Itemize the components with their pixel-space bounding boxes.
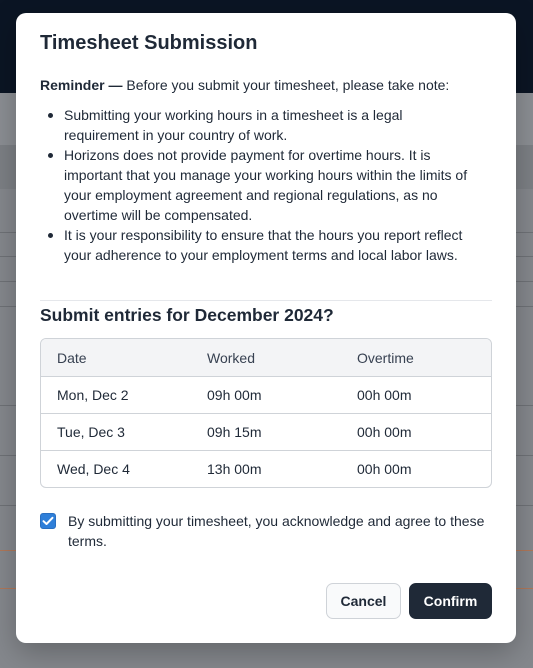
reminder-text: Before you submit your timesheet, please take note: [122,77,450,93]
column-header-date: Date [57,349,87,366]
cell-worked: 13h 00m [207,461,262,477]
entries-table [40,338,492,488]
list-item: It is your responsibility to ensure that the hours you report reflect your adherence to your employment terms and local labor laws. [40,225,480,265]
timesheet-submission-dialog [16,13,516,643]
checkmark-icon [42,516,54,526]
cell-overtime: 00h 00m [357,387,412,403]
column-header-worked: Worked [207,349,255,366]
confirmation-question: Submit entries for December 2024? [40,305,334,325]
acknowledge-checkbox[interactable] [40,513,56,529]
reminder-paragraph [40,75,496,95]
acknowledge-label[interactable]: By submitting your timesheet, you acknowledge and agree to these terms. [68,513,485,549]
table-row [41,450,491,487]
section-divider [40,300,492,301]
list-item: Horizons does not provide payment for overtime hours. It is important that you manage your working hours within the limits of your employment agreement and regional regulations, as no overtime will be compensated. [40,145,480,225]
cell-worked: 09h 00m [207,387,262,403]
cancel-button[interactable]: Cancel [326,583,401,619]
cell-date: Wed, Dec 4 [57,461,130,477]
cell-date: Mon, Dec 2 [57,387,129,403]
dialog-title: Timesheet Submission [40,32,258,54]
cell-worked: 09h 15m [207,424,262,440]
cell-date: Tue, Dec 3 [57,424,125,440]
reminder-list [40,105,480,265]
column-header-overtime: Overtime [357,349,414,366]
table-header-row [41,339,491,376]
cell-overtime: 00h 00m [357,461,412,477]
reminder-label: Reminder — [40,77,123,93]
table-row [41,376,491,413]
table-row [41,413,491,450]
list-item: Submitting your working hours in a timesheet is a legal requirement in your country of work. [40,105,480,145]
cell-overtime: 00h 00m [357,424,412,440]
confirm-button[interactable]: Confirm [409,583,492,619]
